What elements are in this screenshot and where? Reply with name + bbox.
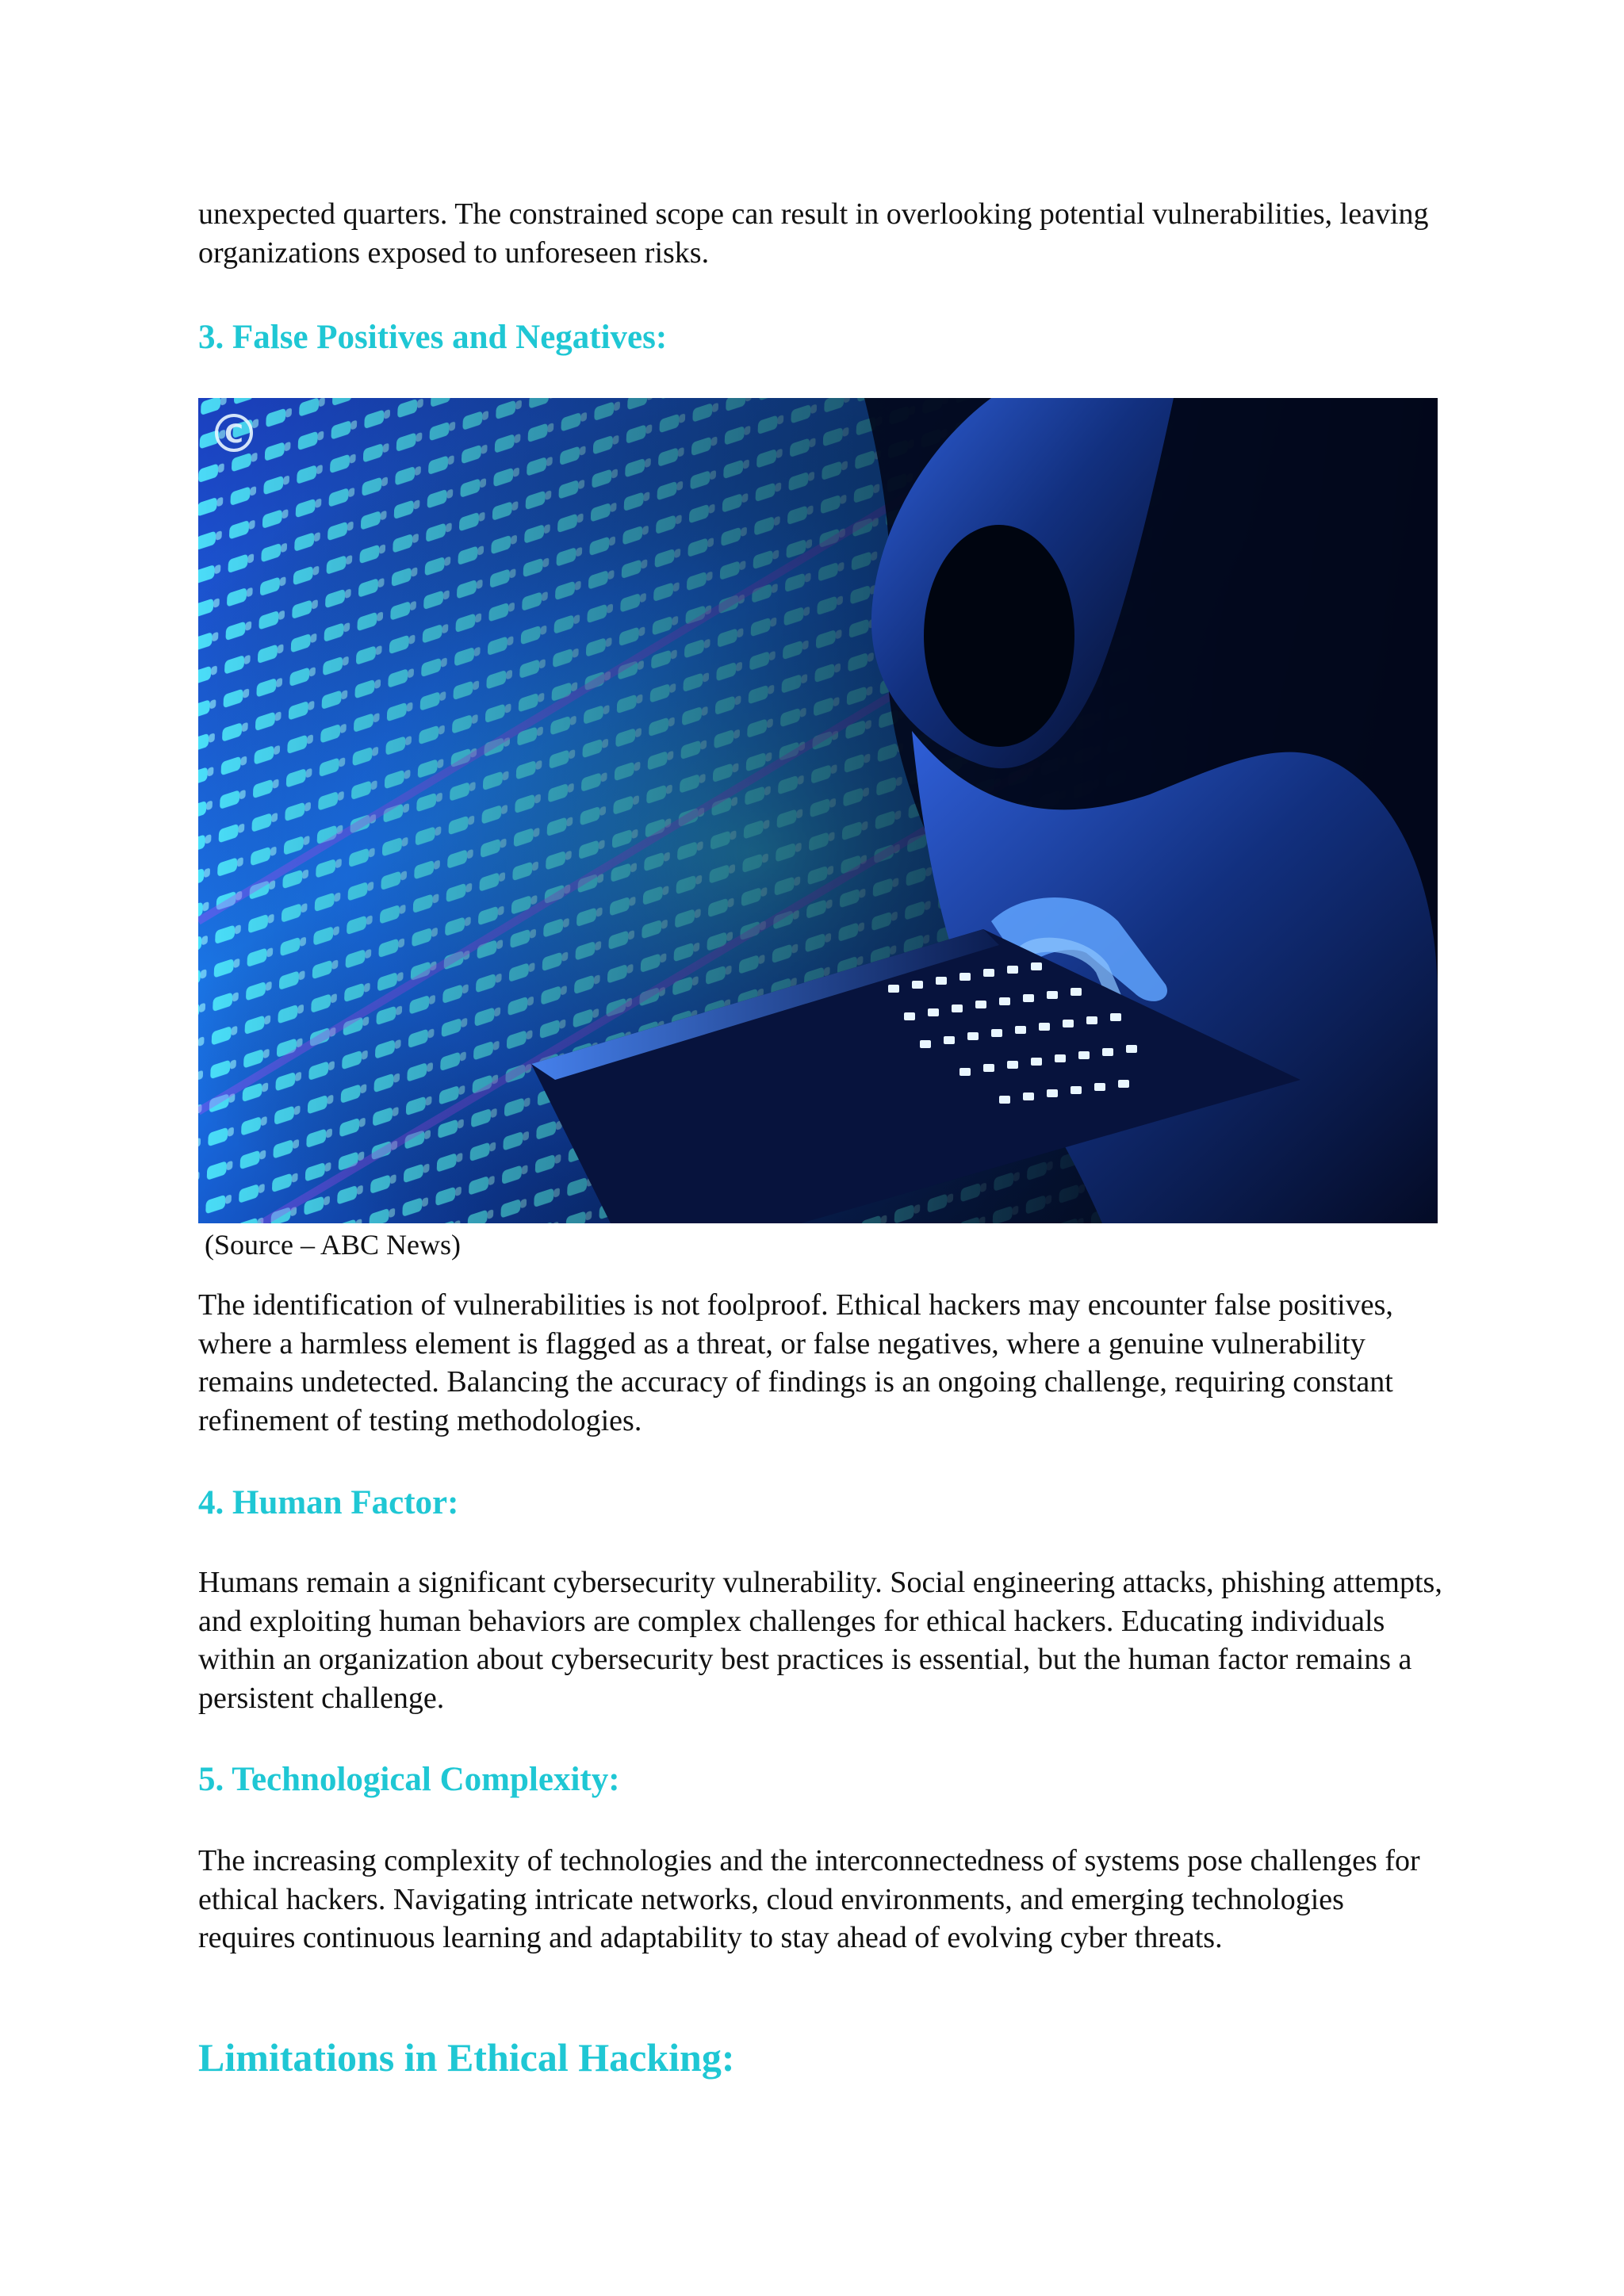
section-heading-false-positives: 3. False Positives and Negatives: [198,319,668,356]
section4-paragraph: Humans remain a significant cybersecurity vulnerability. Social engineering attacks, phishing attempts, and exploiting human behaviors are complex challenges for ethical hackers. Educating individuals within an organization about cybersecurity best practices is essential, but the human factor remains a persistent challenge. [198,1566,1442,1715]
hacker-photo [198,398,1438,1223]
image-caption: (Source – ABC News) [205,1229,461,1261]
intro-paragraph: unexpected quarters. The constrained scope can result in overlooking potential vulnerabilities, leaving organizations exposed to unforeseen risks. [198,197,1429,270]
section3-paragraph: The identification of vulnerabilities is not foolproof. Ethical hackers may encounter false positives, where a harmless element is flagged as a threat, or false negatives, where a genuine vulnerability remains undetected. Balancing the accuracy of findings is an ongoing challenge, requiring constant refinement of testing methodologies. [198,1288,1393,1437]
section-heading-limitations: Limitations in Ethical Hacking: [198,2035,735,2080]
section5-paragraph: The increasing complexity of technologies and the interconnectedness of systems pose challenges for ethical hackers. Navigating intricate networks, cloud environments, and emerging technologies requires continuous learning and adaptability to stay ahead of evolving cyber threats. [198,1844,1420,1954]
section-heading-human-factor: 4. Human Factor: [198,1484,459,1521]
section-heading-tech-complexity: 5. Technological Complexity: [198,1761,620,1798]
hooded-hacker-with-laptop-image [198,398,1438,1223]
svg-text:C: C [224,419,243,449]
